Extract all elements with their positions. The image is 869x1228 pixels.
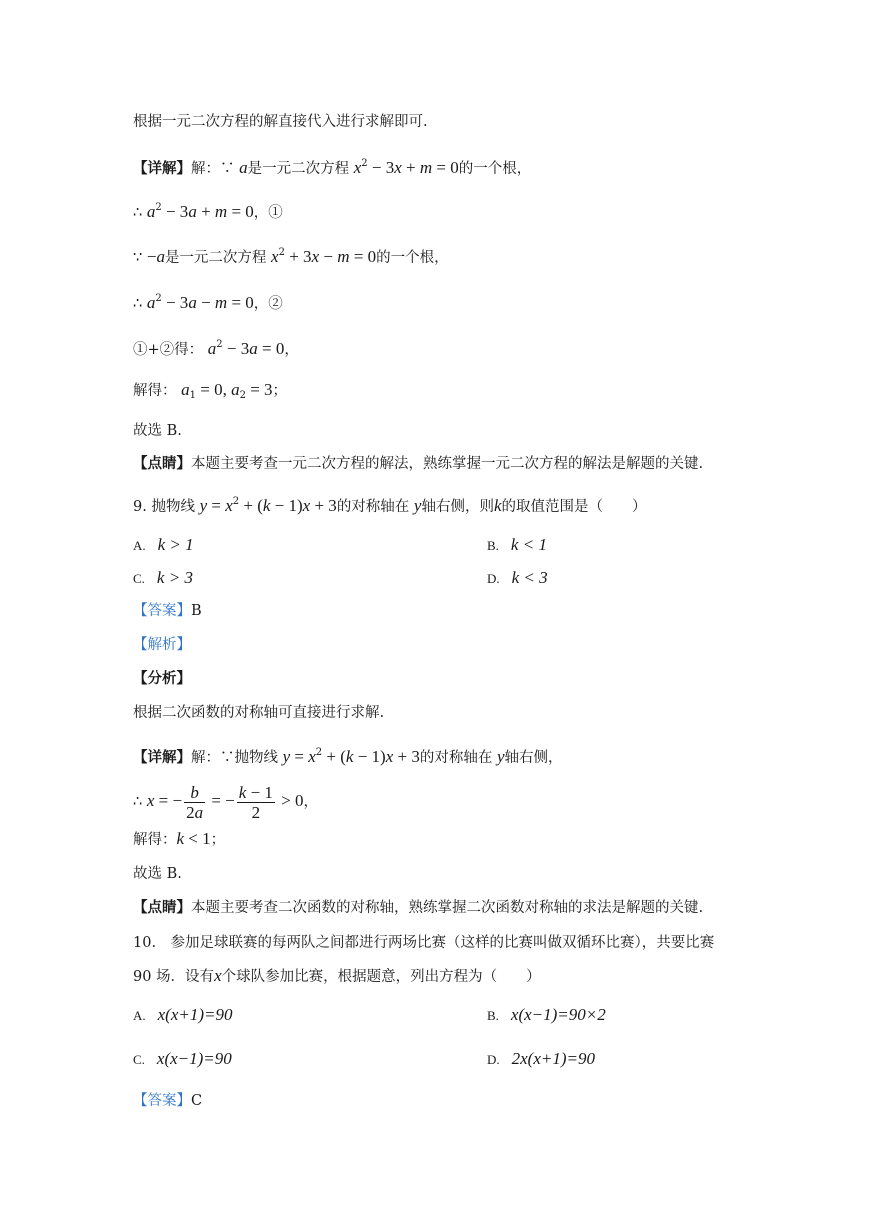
question-9: 9. 抛物线 $y = x^2 + (k - 1)x + 3$的对称轴在 y轴右侧，则k的取值范围是（ ） — [133, 496, 647, 515]
remark-line: 【点睛】本题主要考查一元二次方程的解法，熟练掌握一元二次方程的解法是解题的关键. — [133, 455, 704, 472]
equation-1-line: ∴ $a^2 - 3a + m = 0$，① — [133, 202, 283, 221]
solution-line-2: 解得：k < 1； — [133, 829, 226, 848]
q9-option-a[interactable]: A. k > 1 — [133, 535, 194, 554]
answer-tag: 【答案】 — [133, 603, 191, 619]
analysis-line: 根据一元二次方程的解直接代入进行求解即可. — [133, 114, 428, 130]
answer-line-9: 【答案】B — [133, 603, 202, 619]
q10-option-a[interactable]: A. x(x+1)=90 — [133, 1005, 233, 1024]
answer-line-10: 【答案】C — [133, 1093, 203, 1109]
q9-option-b[interactable]: B. k < 1 — [487, 535, 547, 554]
solution-line: 解得： $a_1 = 0$, $a_2 = 3$； — [133, 380, 288, 401]
axis-fraction-line: ∴ x = − $\frac{b}{2a}$ = − $\frac{k - 1}{2}$ > 0， — [133, 782, 318, 822]
q10-option-d[interactable]: D. 2x(x+1)=90 — [487, 1049, 595, 1068]
choice-line-2: 故选 B. — [133, 866, 182, 882]
detail-tag: 【详解】 — [133, 160, 191, 177]
q10-option-c[interactable]: C. x(x−1)=90 — [133, 1049, 232, 1068]
analysis-tag: 【解析】 — [133, 637, 191, 653]
remark-line-2: 【点睛】本题主要考查二次函数的对称轴，熟练掌握二次函数对称轴的求法是解题的关键. — [133, 899, 704, 916]
fenxi-line: 根据二次函数的对称轴可直接进行求解. — [133, 705, 385, 721]
q9-option-c[interactable]: C. k > 3 — [133, 568, 193, 587]
q10-option-b[interactable]: B. x(x−1)=90×2 — [487, 1005, 606, 1024]
question-10-line-1: 10. 参加足球联赛的每两队之间都进行两场比赛（这样的比赛叫做双循环比赛），共要比赛 — [133, 935, 715, 951]
q9-option-d[interactable]: D. k < 3 — [487, 568, 548, 587]
detail-line-3: 【详解】解：∵抛物线 $y = x^2 + (k - 1)x + 3$的对称轴在 y轴右侧， — [133, 747, 563, 766]
choice-line: 故选 B. — [133, 423, 182, 439]
detail-line-2: ∵ −a是一元二次方程 $x^2 + 3x - m = 0$的一个根， — [133, 247, 449, 266]
sum-line: ①+②得： $a^2 - 3a = 0$， — [133, 339, 299, 358]
fenxi-tag: 【分析】 — [133, 670, 191, 687]
equation-2-line: ∴ $a^2 - 3a - m = 0$，② — [133, 293, 283, 312]
detail-line-1: 【详解】解：∵ a是一元二次方程 $x^2 - 3x + m = 0$的一个根， — [133, 158, 532, 177]
question-10-line-2: 90 场．设有x个球队参加比赛，根据题意，列出方程为（ ） — [133, 966, 541, 985]
